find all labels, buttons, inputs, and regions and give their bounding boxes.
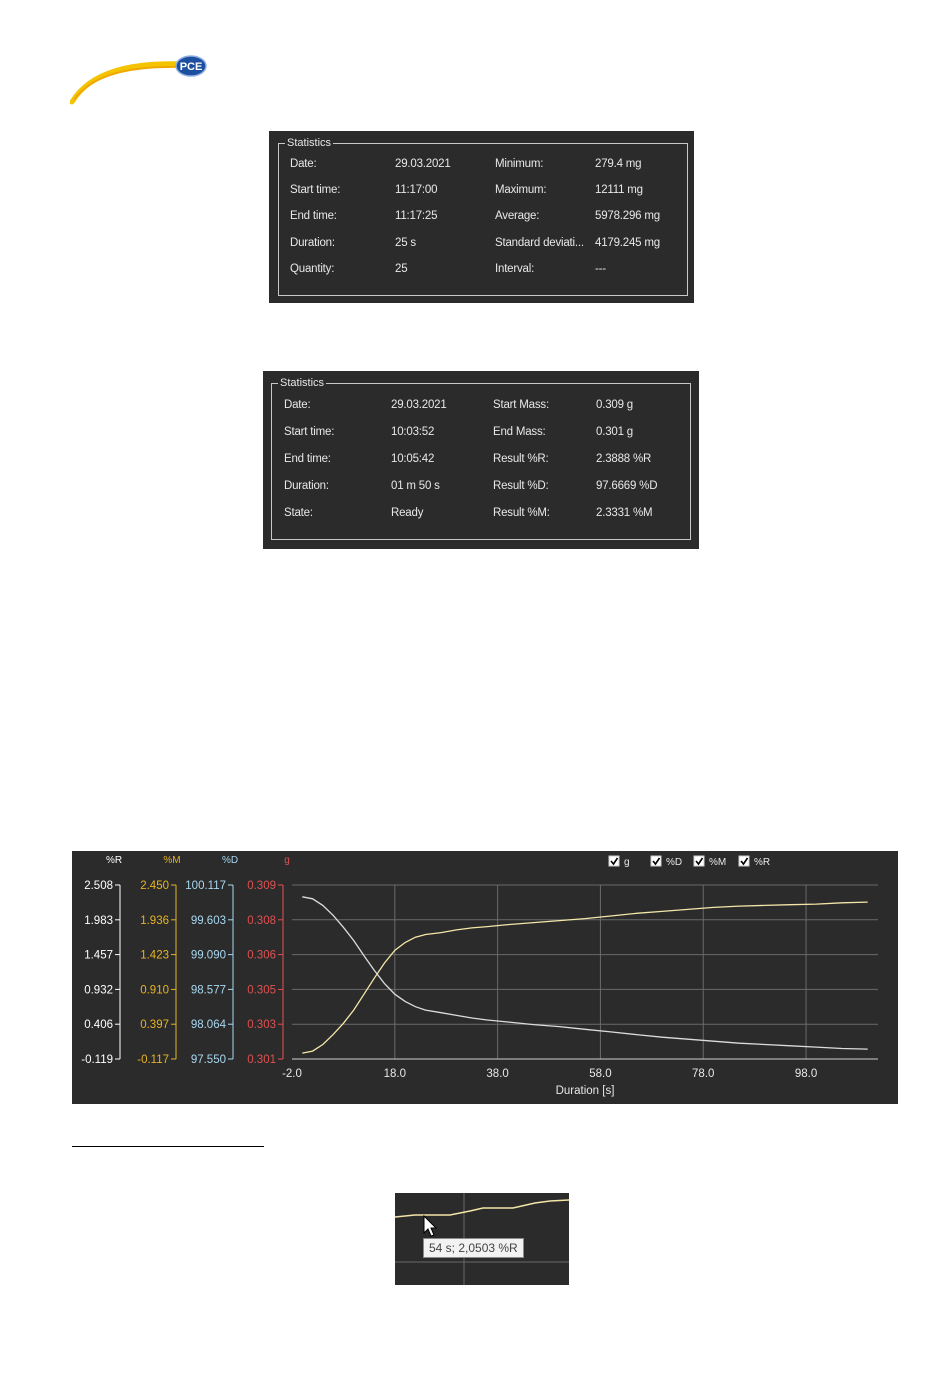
legend-label: %M [709, 857, 727, 868]
logo-text: PCE [179, 61, 203, 73]
label-start-time: Start time: [290, 184, 341, 196]
data-point-tooltip: 54 s; 2,0503 %R [423, 1238, 524, 1258]
value-minimum: 279.4 mg [595, 158, 642, 170]
value-duration: 01 m 50 s [391, 480, 440, 492]
y-tick-label: 1.457 [84, 949, 113, 962]
y-tick-label: 0.309 [247, 880, 276, 892]
label-date: Date: [290, 158, 317, 170]
y-tick-label: 99.603 [190, 914, 226, 927]
series-line [302, 902, 867, 1053]
label-standard-deviation: Standard deviati... [495, 237, 584, 249]
value-average: 5978.296 mg [595, 210, 660, 222]
value-start-mass: 0.309 g [596, 399, 633, 411]
x-tick-label: 38.0 [486, 1068, 509, 1080]
statistics-title: Statistics [287, 137, 332, 149]
statistics-panel-2 [263, 371, 699, 549]
label-interval: Interval: [495, 263, 535, 275]
x-tick-label: 98.0 [794, 1068, 818, 1080]
x-tick-label: 78.0 [692, 1068, 715, 1080]
y-tick-label: 98.064 [190, 1019, 226, 1032]
label-quantity: Quantity: [290, 263, 335, 275]
statistics-title: Statistics [280, 377, 325, 389]
y-tick-label: -0.119 [81, 1054, 113, 1066]
pce-logo-graphic [70, 52, 220, 107]
y-tick-label: 1.983 [84, 914, 113, 927]
value-duration: 25 s [395, 237, 416, 249]
y-tick-label: 100.117 [185, 880, 226, 892]
series-line-r [395, 1200, 569, 1217]
value-end-mass: 0.301 g [596, 426, 633, 438]
value-date: 29.03.2021 [395, 158, 451, 170]
y-tick-label: 0.303 [247, 1019, 276, 1032]
value-state: Ready [391, 507, 424, 519]
value-standard-deviation: 4179.245 mg [595, 237, 660, 249]
statistics-panel-1 [269, 131, 694, 303]
y-tick-label: 97.550 [190, 1054, 226, 1066]
y-tick-label: 98.577 [190, 984, 226, 997]
y-axis-header: %M [163, 855, 181, 866]
y-tick-label: 1.423 [140, 949, 169, 962]
label-end-time: End time: [290, 210, 337, 222]
y-tick-label: 1.936 [140, 914, 169, 927]
label-state: State: [284, 507, 313, 519]
y-tick-label: 0.406 [84, 1019, 113, 1032]
label-start-mass: Start Mass: [493, 399, 549, 411]
label-result-r: Result %R: [493, 453, 549, 465]
value-result-r: 2.3888 %R [596, 453, 652, 465]
value-start-time: 11:17:00 [395, 184, 438, 196]
y-axis-header: g [284, 855, 290, 866]
x-tick-label: -2.0 [282, 1068, 302, 1080]
cursor-arrow-icon [424, 1216, 436, 1236]
label-end-mass: End Mass: [493, 426, 546, 438]
value-result-d: 97.6669 %D [596, 480, 658, 492]
chart-canvas[interactable] [72, 851, 898, 1104]
tooltip-preview [395, 1193, 569, 1285]
y-tick-label: 0.308 [247, 914, 276, 927]
label-maximum: Maximum: [495, 184, 547, 196]
label-duration: Duration: [284, 480, 329, 492]
y-tick-label: -0.117 [137, 1054, 169, 1066]
label-duration: Duration: [290, 237, 335, 249]
label-start-time: Start time: [284, 426, 335, 438]
y-tick-label: 0.932 [84, 984, 113, 997]
value-maximum: 12111 mg [595, 184, 643, 196]
value-end-time: 11:17:25 [395, 210, 438, 222]
value-date: 29.03.2021 [391, 399, 447, 411]
legend-label: g [624, 857, 630, 868]
legend-label: %R [754, 857, 771, 868]
label-end-time: End time: [284, 453, 331, 465]
label-date: Date: [284, 399, 311, 411]
y-axis-header: %D [221, 855, 239, 866]
x-tick-label: 18.0 [383, 1068, 407, 1080]
label-minimum: Minimum: [495, 158, 544, 170]
label-result-m: Result %M: [493, 507, 550, 519]
x-tick-label: 58.0 [589, 1068, 612, 1080]
x-axis-title: Duration [s] [555, 1085, 615, 1097]
y-tick-label: 0.305 [247, 984, 276, 997]
value-start-time: 10:03:52 [391, 426, 435, 438]
label-average: Average: [495, 210, 540, 222]
label-result-d: Result %D: [493, 480, 549, 492]
y-axis-header: %R [105, 855, 123, 866]
divider-line [72, 1146, 264, 1147]
value-end-time: 10:05:42 [391, 453, 435, 465]
measurement-chart[interactable] [72, 851, 898, 1104]
y-tick-label: 0.306 [247, 949, 276, 962]
value-interval: --- [595, 263, 606, 275]
value-result-m: 2.3331 %M [596, 507, 653, 519]
value-quantity: 25 [395, 263, 408, 275]
y-tick-label: 2.508 [84, 880, 113, 892]
y-tick-label: 0.301 [247, 1054, 276, 1066]
y-tick-label: 2.450 [140, 880, 169, 892]
y-tick-label: 99.090 [190, 949, 226, 962]
legend-label: %D [666, 857, 683, 868]
y-tick-label: 0.397 [140, 1019, 169, 1032]
y-tick-label: 0.910 [140, 984, 169, 997]
pce-logo [70, 52, 220, 107]
